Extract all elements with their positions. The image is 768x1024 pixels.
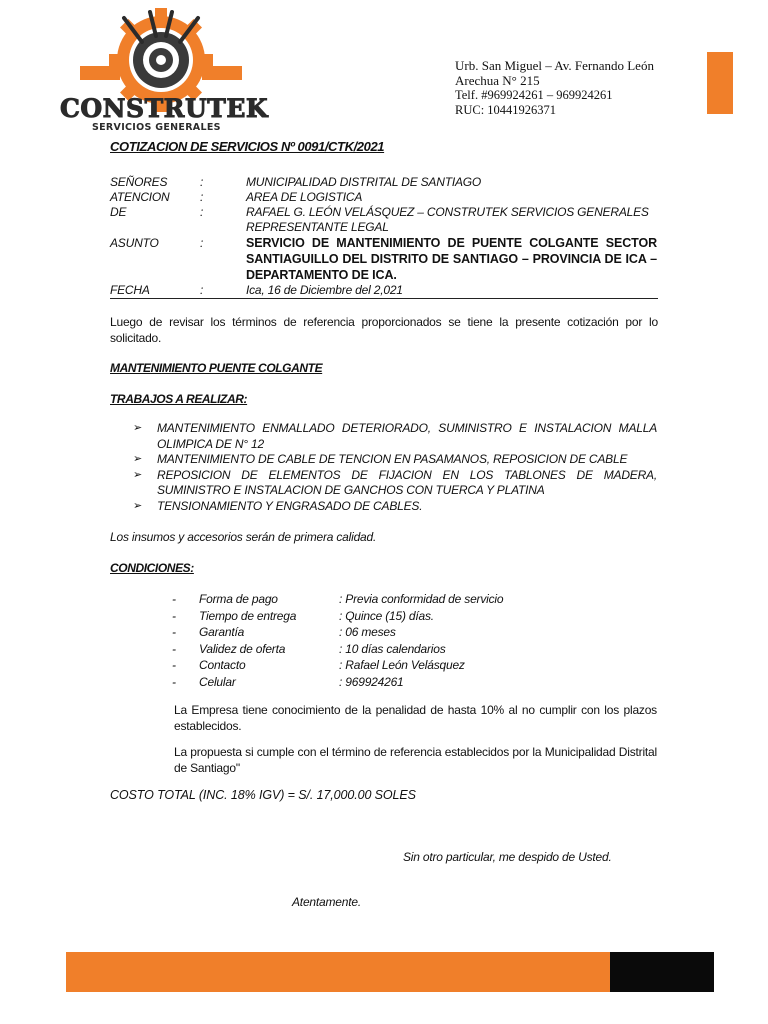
field-colon: :: [200, 236, 204, 250]
field-label: DE: [110, 205, 127, 219]
footer-orange-bar: [66, 952, 610, 992]
dash-bullet: -: [172, 641, 176, 656]
address-ruc: RUC: 10441926371: [455, 103, 557, 117]
regards-line: Atentamente.: [292, 895, 361, 909]
list-item-text: TENSIONAMIENTO Y ENGRASADO DE CABLES.: [157, 498, 423, 513]
dash-bullet: -: [172, 658, 176, 672]
condicion-label: Validez de oferta: [199, 641, 286, 656]
list-item: [133, 421, 657, 452]
field-value-role: REPRESENTANTE LEGAL: [246, 220, 389, 234]
insumos-note: Los insumos y accesorios serán de primera calidad.: [110, 530, 377, 544]
list-item: [133, 468, 657, 499]
field-asunto-value: SERVICIO DE MANTENIMIENTO DE PUENTE COLGANTE SECTOR SANTIAGUILLO DEL DISTRITO DE SANTIAGO – PROVINCIA DE ICA – DEPARTAMENTO DE ICA.: [246, 236, 657, 282]
field-colon: :: [200, 205, 204, 219]
list-item-text: MANTENIMIENTO ENMALLADO DETERIORADO, SUMINISTRO E INSTALACION MALLA OLIMPICA DE N° 12: [157, 421, 657, 451]
list-item-text: MANTENIMIENTO DE CABLE DE TENCION EN PASAMANOS, REPOSICION DE CABLE: [157, 452, 628, 466]
dash-bullet: -: [172, 592, 176, 606]
condicion-value: : 06 meses: [339, 625, 396, 639]
field-colon: :: [200, 283, 204, 297]
condicion-value: : 10 días calendarios: [339, 641, 446, 656]
field-value: MUNICIPALIDAD DISTRITAL DE SANTIAGO: [246, 175, 482, 189]
address-phone: Telf. #969924261 – 969924261: [455, 88, 613, 102]
list-item-text: REPOSICION DE ELEMENTOS DE FIJACION EN LOS TABLONES DE MADERA, SUMINISTRO E INSTALACION DE GANCHOS CON TUERCA Y PLATINA: [157, 467, 657, 497]
condicion-label: Celular: [199, 674, 236, 689]
condicion-value: : Previa conformidad de servicio: [339, 592, 504, 606]
field-value: RAFAEL G. LEÓN VELÁSQUEZ – CONSTRUTEK SERVICIOS GENERALES: [246, 205, 649, 219]
dash-bullet: -: [172, 625, 176, 639]
field-label: ATENCION: [110, 190, 170, 204]
condicion-value: : Quince (15) días.: [339, 608, 434, 623]
condicion-label: Garantía: [199, 625, 245, 639]
condicion-value: : Rafael León Velásquez: [339, 658, 465, 672]
construtek-logo: [58, 8, 273, 138]
closing-line: Sin otro particular, me despido de Usted.: [403, 850, 612, 864]
costo-total: COSTO TOTAL (INC. 18% IGV) = S/. 17,000.00 SOLES: [110, 788, 416, 802]
section-mantenimiento-heading: MANTENIMIENTO PUENTE COLGANTE: [110, 361, 323, 375]
list-item: [133, 452, 657, 468]
propuesta-paragraph: La propuesta si cumple con el término de referencia establecidos por la Municipalidad Distrital de Santiago": [174, 745, 657, 775]
dash-bullet: -: [172, 608, 176, 623]
field-colon: :: [200, 190, 204, 204]
field-label: FECHA: [110, 283, 150, 297]
document-title: COTIZACION DE SERVICIOS Nº 0091/CTK/2021: [110, 139, 385, 154]
field-label: ASUNTO: [110, 236, 159, 250]
arrow-bullet-icon: ➢: [133, 499, 143, 512]
field-value: Ica, 16 de Diciembre del 2,021: [246, 283, 403, 297]
intro-paragraph: Luego de revisar los términos de referencia proporcionados se tiene la presente cotización por lo solicitado.: [110, 315, 658, 345]
arrow-bullet-icon: ➢: [133, 468, 143, 481]
logo-tagline: SERVICIOS GENERALES: [92, 122, 221, 133]
orange-side-tab: [707, 52, 733, 114]
company-address: [455, 58, 654, 118]
field-colon: :: [200, 175, 204, 189]
condicion-label: Tiempo de entrega: [199, 608, 297, 623]
section-trabajos-heading: TRABAJOS A REALIZAR:: [110, 392, 248, 406]
arrow-bullet-icon: ➢: [133, 453, 143, 465]
section-condiciones-heading: CONDICIONES:: [110, 561, 194, 575]
condicion-label: Contacto: [199, 658, 246, 672]
address-line-2: Arechua N° 215: [455, 73, 540, 88]
condicion-value: : 969924261: [339, 674, 404, 689]
header-divider: [110, 298, 658, 299]
footer-black-bar: [610, 952, 714, 992]
logo-brand-text: CONSTRUTEK: [60, 94, 269, 123]
field-label: SEÑORES: [110, 175, 168, 189]
field-value: AREA DE LOGISTICA: [246, 190, 363, 204]
dash-bullet: -: [172, 674, 176, 689]
trabajos-list: [133, 421, 657, 514]
arrow-bullet-icon: ➢: [133, 422, 143, 434]
list-item: [133, 499, 657, 515]
condicion-label: Forma de pago: [199, 592, 278, 606]
address-line-1: Urb. San Miguel – Av. Fernando León: [455, 58, 654, 73]
penalidad-paragraph: La Empresa tiene conocimiento de la penalidad de hasta 10% al no cumplir con los plazos establecidos.: [174, 703, 657, 733]
